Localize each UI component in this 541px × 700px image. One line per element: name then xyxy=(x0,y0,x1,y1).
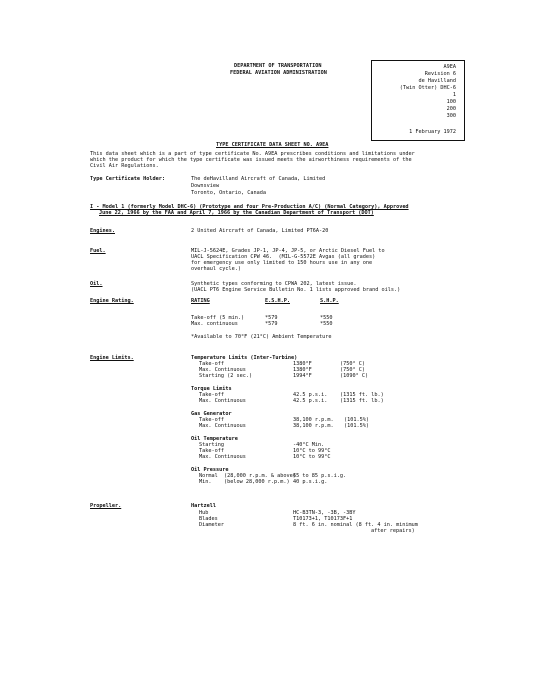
fuel-line: UACL Specification CPW 46. (MIL-G-5572E Avgas (all grades) xyxy=(191,254,376,260)
agency-line-1: DEPARTMENT OF TRANSPORTATION xyxy=(234,63,322,69)
engines-value: 2 United Aircraft of Canada, Limited PT6A-20 xyxy=(191,228,329,234)
propeller-maker: Hartzell xyxy=(191,503,216,509)
gas-generator-title: Gas Generator xyxy=(191,411,232,417)
box-line: 1 xyxy=(452,92,456,98)
box-line: de Havilland xyxy=(418,78,456,84)
holder-line: The deHavilland Aircraft of Canada, Limited xyxy=(191,176,326,182)
temp-row-c: (750° C) xyxy=(340,367,365,373)
model-line: June 22, 1966 by the FAA and April 7, 1966 by the Canadian Department of Transport (DOT) xyxy=(99,210,374,216)
temp-row-f: 1994°F xyxy=(293,373,312,379)
document-title: TYPE CERTIFICATE DATA SHEET NO. A9EA xyxy=(216,142,329,148)
box-line: 300 xyxy=(446,113,456,119)
temp-row-c: (1090° C) xyxy=(340,373,369,379)
gas-row-pct: (101.5%) xyxy=(344,417,369,423)
torque-row-ftlb: (1315 ft. lb.) xyxy=(340,392,384,398)
box-line: (Twin Otter) DHC-6 xyxy=(399,85,456,91)
propeller-label: Propeller. xyxy=(90,503,122,509)
temp-limits-title: Temperature Limits (Inter-Turbine) xyxy=(191,355,298,361)
temp-row-c: (750° C) xyxy=(340,361,365,367)
propeller-row-label: Hub xyxy=(199,510,209,516)
gas-row-rpm: 38,100 r.p.m. xyxy=(293,417,334,423)
holder-label: Type Certificate Holder: xyxy=(90,176,165,182)
fuel-line: overhaul cycle.) xyxy=(191,266,241,272)
rating-header: RATING xyxy=(191,298,210,304)
intro-line: which the product for which the type certificate was issued meets the airworthiness requirements of the xyxy=(90,157,412,163)
torque-row-label: Take-off xyxy=(199,392,224,398)
agency-line-2: FEDERAL AVIATION ADMINISTRATION xyxy=(230,70,327,76)
propeller-row-label: Diameter xyxy=(199,522,224,528)
header-box xyxy=(371,60,465,141)
torque-row-ftlb: (1315 ft. lb.) xyxy=(340,398,384,404)
box-line: 200 xyxy=(446,106,456,112)
propeller-row-label: Blades xyxy=(199,516,218,522)
oil-pressure-row-value: 40 p.s.i.g. xyxy=(293,479,328,485)
propeller-row-value: T10173+1, T10173F+1 xyxy=(293,516,353,522)
rating-row-shp: *550 xyxy=(320,321,333,327)
propeller-diameter-cont: after repairs) xyxy=(371,528,415,534)
eshp-header: E.S.H.P. xyxy=(265,298,290,304)
rating-row-eshp: *579 xyxy=(265,315,278,321)
temp-row-label: Take-off xyxy=(199,361,224,367)
engine-limits-label: Engine Limits. xyxy=(90,355,134,361)
oil-temp-row-label: Take-off xyxy=(199,448,224,454)
oil-temp-title: Oil Temperature xyxy=(191,436,238,442)
temp-row-label: Max. Continuous xyxy=(199,367,246,373)
torque-limits-title: Torque Limits xyxy=(191,386,232,392)
gas-row-rpm: 38,100 r.p.m. xyxy=(293,423,334,429)
propeller-row-value: HC-B3TN-3, -3B, -3BY xyxy=(293,510,356,516)
torque-row-psi: 42.5 p.s.i. xyxy=(293,398,328,404)
temp-row-label: Starting (2 sec.) xyxy=(199,373,253,379)
oil-pressure-title: Oil Pressure xyxy=(191,467,229,473)
box-line: Revision 6 xyxy=(424,71,456,77)
rating-row-label: Max. continuous xyxy=(191,321,238,327)
gas-row-label: Max. Continuous xyxy=(199,423,246,429)
box-line: 100 xyxy=(446,99,456,105)
oil-pressure-row-label: Min. (below 28,000 r.p.m.) xyxy=(199,479,290,485)
engine-rating-label: Engine Rating. xyxy=(90,298,134,304)
gas-row-pct: (101.5%) xyxy=(344,423,369,429)
temp-row-f: 1380°F xyxy=(293,367,312,373)
oil-temp-row-value: -40°C Min. xyxy=(293,442,325,448)
model-line: I - Model 1 (formerly Model DHC-6) (Prototype and four Pre-Production A/C) (Normal Category), Approved xyxy=(90,204,409,210)
oil-pressure-row-label: Normal (28,000 r.p.m. & above) xyxy=(199,473,296,479)
shp-header: S.H.P. xyxy=(320,298,339,304)
fuel-line: MIL-J-5624E, Grades JP-1, JP-4, JP-5, or Arctic Diesel Fuel to xyxy=(191,248,385,254)
torque-row-label: Max. Continuous xyxy=(199,398,246,404)
oil-temp-row-value: 10°C to 99°C xyxy=(293,454,331,460)
box-line: A9EA xyxy=(443,64,456,70)
rating-row-shp: *550 xyxy=(320,315,333,321)
intro-line: Civil Air Regulations. xyxy=(90,163,159,169)
rating-row-eshp: *579 xyxy=(265,321,278,327)
box-date: 1 February 1972 xyxy=(409,129,456,135)
oil-line: Synthetic types conforming to CPWA 202, latest issue. xyxy=(191,281,357,287)
oil-label: Oil. xyxy=(90,281,103,287)
oil-temp-row-label: Starting xyxy=(199,442,224,448)
fuel-label: Fuel. xyxy=(90,248,106,254)
temp-row-f: 1380°F xyxy=(293,361,312,367)
torque-row-psi: 42.5 p.s.i. xyxy=(293,392,328,398)
oil-pressure-row-value: 65 to 85 p.s.i.g. xyxy=(293,473,347,479)
intro-line: This data sheet which is a part of type certificate No. A9EA prescribes conditions and limitations under xyxy=(90,151,415,157)
oil-line: (UACL PT6 Engine Service Bulletin No. 1 lists approved brand oils.) xyxy=(191,287,401,293)
fuel-line: for emergency use only limited to 150 hours use in any one xyxy=(191,260,373,266)
holder-line: Downsview xyxy=(191,183,220,189)
engines-label: Engines. xyxy=(90,228,115,234)
propeller-row-value: 8 ft. 6 in. nominal (8 ft. 4 in. minimum xyxy=(293,522,418,528)
oil-temp-row-label: Max. Continuous xyxy=(199,454,246,460)
gas-row-label: Take-off xyxy=(199,417,224,423)
oil-temp-row-value: 10°C to 99°C xyxy=(293,448,331,454)
rating-row-label: Take-off (5 min.) xyxy=(191,315,245,321)
holder-line: Toronto, Ontario, Canada xyxy=(191,190,266,196)
rating-footnote: *Available to 70°F (21°C) Ambient Temperature xyxy=(191,334,332,340)
